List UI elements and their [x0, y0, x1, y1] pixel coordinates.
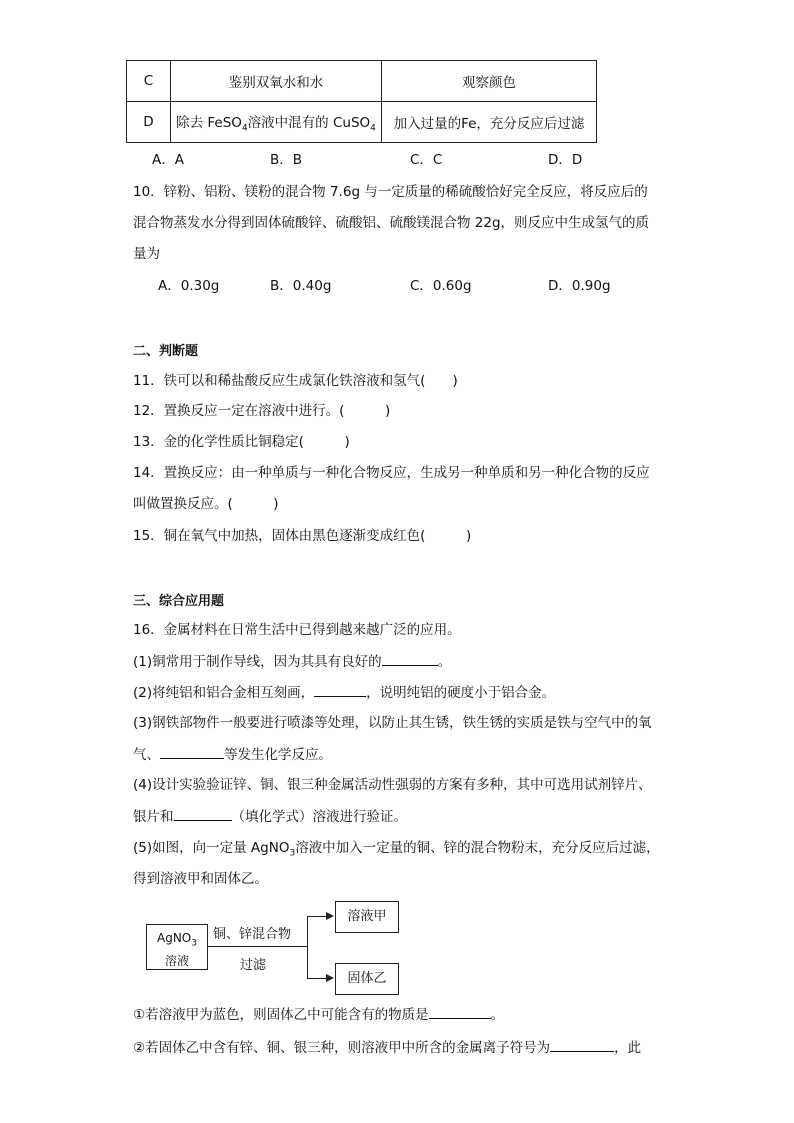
- question-item: 12．置换反应一定在溶液中进行。( ): [133, 403, 391, 419]
- answer-blank[interactable]: [429, 1004, 491, 1019]
- arrow-head-icon: [326, 974, 334, 982]
- choice-a: A．0.30g: [158, 278, 220, 294]
- agno3-solution-box: AgNO$_3$ 溶液: [146, 924, 208, 970]
- choice-d: D．D: [548, 152, 583, 168]
- sub-question-4-cont: 银片和 （填化学式）溶液进行验证。: [133, 806, 407, 827]
- question-item: 11．铁可以和稀盐酸反应生成氯化铁溶液和氢气( ): [133, 373, 458, 389]
- sub-question-3-cont: 气、 等发生化学反应。: [133, 744, 332, 765]
- choice-b: B．B: [270, 152, 303, 168]
- table-cell: 观察颜色: [382, 61, 597, 102]
- connector-line: [307, 916, 327, 917]
- question-stem: 16．金属材料在日常生活中已得到越来越广泛的应用。: [133, 622, 461, 638]
- question-item: 14．置换反应：由一种单质与一种化合物反应，生成另一种单质和另一种化合物的反应: [133, 465, 650, 481]
- q10-line: 10．锌粉、铝粉、镁粉的混合物 7.6g 与一定质量的稀硫酸恰好完全反应，将反应后的: [133, 184, 648, 200]
- table-cell: 加入过量的Fe，充分反应后过滤: [382, 102, 597, 143]
- arrow-label-bottom: 过滤: [240, 958, 267, 973]
- sub-question-3: (3)钢铁部物件一般要进行喷漆等处理，以防止其生锈，铁生锈的实质是铁与空气中的氧: [133, 715, 652, 731]
- solid-yi-box: 固体乙: [335, 963, 399, 995]
- answer-blank[interactable]: [174, 806, 232, 821]
- table-row: [127, 61, 597, 102]
- row-label: D: [127, 102, 171, 143]
- sub-question-5-2: ②若固体乙中含有锌、铜、银三种，则溶液甲中所含的金属离子符号为 ，此: [133, 1037, 641, 1058]
- options-table: [126, 60, 597, 143]
- choice-a: A．A: [152, 152, 184, 168]
- sub-question-5-cont: 得到溶液甲和固体乙。: [133, 871, 268, 887]
- connector-line: [307, 978, 327, 979]
- sub-question-1: (1)铜常用于制作导线，因为其具有良好的 。: [133, 651, 451, 672]
- table-cell: 除去 FeSO$_4$溶液中混有的 CuSO$_4$: [171, 102, 382, 143]
- choice-c: C．0.60g: [410, 278, 472, 294]
- question-item: 15．铜在氧气中加热，固体由黑色逐渐变成红色( ): [133, 528, 472, 544]
- choice-b: B．0.40g: [270, 278, 332, 294]
- question-item: 13．金的化学性质比铜稳定( ): [133, 434, 350, 450]
- arrow-head-icon: [326, 912, 334, 920]
- connector-line: [208, 946, 308, 947]
- answer-blank[interactable]: [160, 744, 224, 759]
- q10-line: 量为: [133, 246, 160, 262]
- section-title: 三、综合应用题: [133, 594, 225, 609]
- question-item: 叫做置换反应。( ): [133, 496, 279, 512]
- row-label: C: [127, 61, 171, 102]
- section-title: 二、判断题: [133, 344, 199, 359]
- table-row: [127, 102, 597, 143]
- sub-question-5-1: ①若溶液甲为蓝色，则固体乙中可能含有的物质是 。: [133, 1004, 504, 1025]
- choice-d: D．0.90g: [548, 278, 611, 294]
- sub-question-2: (2)将纯铝和铝合金相互刻画， ，说明纯铝的硬度小于铝合金。: [133, 682, 555, 703]
- q10-line: 混合物蒸发水分得到固体硫酸锌、硫酸铝、硫酸镁混合物 22g，则反应中生成氢气的质: [133, 215, 650, 231]
- table-cell: 鉴别双氧水和水: [171, 61, 382, 102]
- answer-blank[interactable]: [550, 1037, 614, 1052]
- sub-question-4: (4)设计实验验证锌、铜、银三种金属活动性强弱的方案有多种，其中可选用试剂锌片、: [133, 777, 652, 793]
- choice-c: C．C: [410, 152, 443, 168]
- answer-blank[interactable]: [314, 682, 366, 697]
- solution-jia-box: 溶液甲: [335, 901, 399, 933]
- answer-blank[interactable]: [382, 651, 438, 666]
- connector-line: [307, 916, 308, 978]
- arrow-label-top: 铜、锌混合物: [213, 927, 292, 942]
- sub-question-5: (5)如图，向一定量 AgNO$_3$溶液中加入一定量的铜、锌的混合物粉末，充分反应后过滤，: [133, 840, 660, 859]
